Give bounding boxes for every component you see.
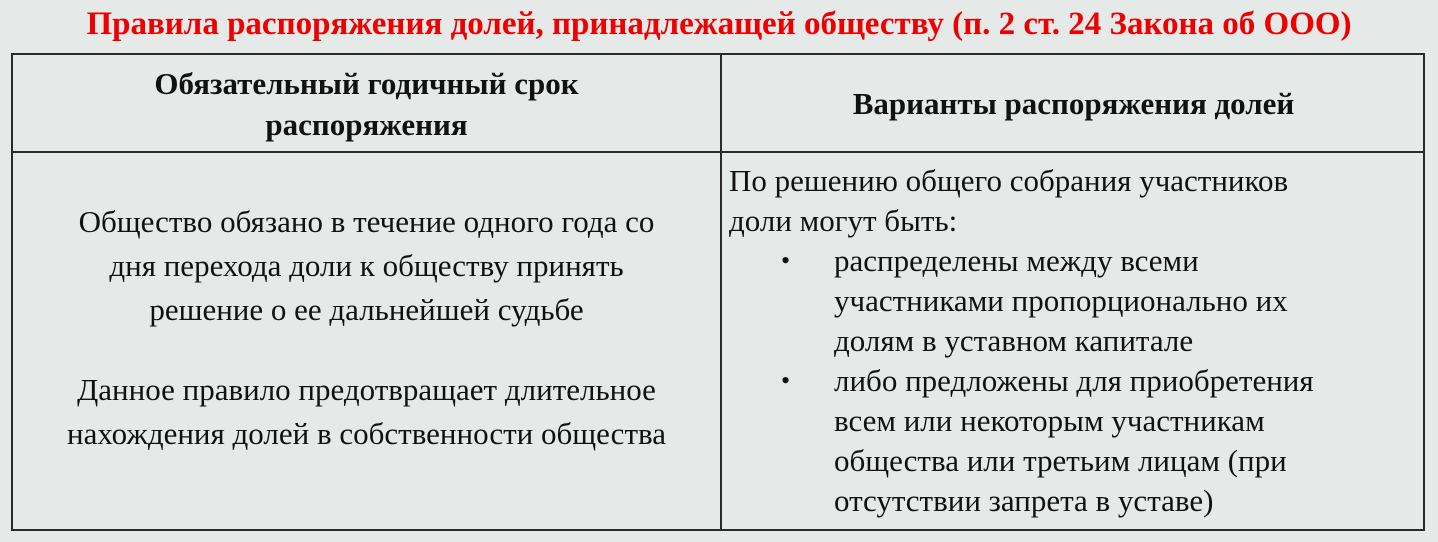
bullet-line: либо предложены для приобретения: [834, 363, 1314, 398]
left-text-line: Общество обязано в течение одного года со: [78, 204, 655, 239]
bullet-item-offer: [729, 361, 1419, 521]
header-left-line: распоряжения: [265, 107, 468, 142]
obligatory-term-cell: [13, 200, 720, 456]
rules-table: [11, 53, 1425, 531]
bullet-item-distribute: [729, 241, 1419, 361]
bullet-line: общества или третьим лицам (при: [834, 443, 1287, 478]
left-text-line: дня перехода доли к обществу принять: [109, 248, 624, 283]
header-obligatory-term: [13, 63, 720, 145]
right-intro-line: доли могут быть:: [729, 203, 958, 238]
bullet-line: распределены между всеми: [834, 243, 1199, 278]
header-disposal-options: Варианты распоряжения долей: [852, 86, 1295, 121]
bullet-icon: •: [781, 246, 791, 275]
column-divider: [720, 55, 722, 529]
bullet-line: всем или некоторым участникам: [834, 403, 1265, 438]
left-text-line: Данное правило предотвращает длительное: [77, 372, 656, 407]
bullet-line: долям в уставном капитале: [834, 323, 1194, 358]
header-divider: [13, 151, 1423, 153]
left-text-line: решение о ее дальнейшей судьбе: [149, 292, 584, 327]
disposal-options-cell: [729, 161, 1419, 521]
bullet-line: участниками пропорционально их: [834, 283, 1288, 318]
bullet-line: отсутствии запрета в уставе): [834, 483, 1214, 518]
slide-title: Правила распоряжения долей, принадлежащей обществу (п. 2 ст. 24 Закона об ООО): [86, 6, 1352, 42]
left-text-line: нахождения долей в собственности общества: [67, 416, 666, 451]
header-left-line: Обязательный годичный срок: [154, 66, 579, 101]
bullet-icon: •: [781, 366, 791, 395]
right-intro-line: По решению общего собрания участников: [729, 163, 1289, 198]
